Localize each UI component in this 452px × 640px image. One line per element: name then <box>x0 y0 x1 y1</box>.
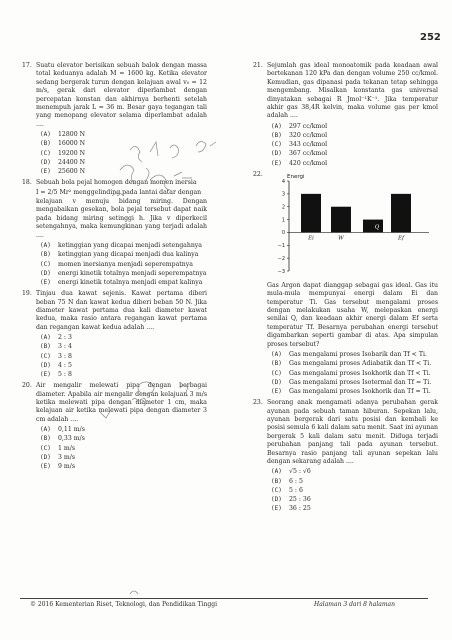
option-d[interactable]: (D) 4 : 5 <box>40 361 72 369</box>
option-b[interactable]: (B) 16000 N <box>40 140 86 148</box>
question-text: Gas Argon dapat dianggap sebagai gas ideal. Gas itu mula-mula mempunyai energi dalam Ei dan temperatur Ti. Gas tersebut mengalami proses dengan melakukan usaha W, melepaskan energi senilai Q, dan keadaan akhir energi dalam Ef serta temperatur Tf. Besarnya perubahan energi tersebut digambarkan seperti gambar di atas. Apa simpulan proses tersebut? <box>267 281 438 348</box>
question-23 <box>253 399 438 513</box>
question-number: 18. <box>22 179 32 187</box>
question-number: 22. <box>253 170 263 178</box>
right-column <box>253 62 438 516</box>
option-a[interactable]: (A) √5 : √6 <box>271 468 311 476</box>
option-e[interactable]: (E) 25600 N <box>40 168 86 176</box>
option-a[interactable]: (A) ketinggian yang dicapai menjadi setengahnya <box>40 242 202 250</box>
question-text-continued: kelajuan v menuju bidang miring. Dengan mengabaikan gesekan, bola pejal tersebut dapat naik pada bidang miring setinggi h. Jika v diperkecil setengahnya, maka kemungkinan yang terjadi adalah .... <box>36 198 207 239</box>
option-c[interactable]: (C) 3 : 8 <box>40 352 72 360</box>
option-e[interactable]: (E) Gas mengalami proses Isokhorik dan Tf = Ti. <box>271 387 431 395</box>
option-c[interactable]: (C) 343 cc/kmol <box>271 141 328 149</box>
energy-chart-svg <box>267 171 437 279</box>
option-b[interactable]: (B) 6 : 5 <box>271 477 303 485</box>
bar-label-ef: Ef <box>397 235 405 242</box>
question-text: Sebuah bola pejal homogen dengan momen inersia <box>36 179 197 187</box>
inertia-formula: I = 2/5 Mr² menggelinding pada lantai datar dengan <box>36 188 202 196</box>
option-c[interactable]: (C) 1 m/s <box>40 444 76 452</box>
question-text: Air mengalir melewati pipa dengan berbagai diameter. Apabila air mengalir dengan kelajuan 3 m/s ketika melewati pipa dengan diameter 1 cm, maka kelajuan air ketika melewati pipa dengan diameter 3 cm adalah .... <box>36 382 207 423</box>
question-17 <box>22 62 207 176</box>
question-18 <box>22 179 207 287</box>
option-b[interactable]: (B) 0,33 m/s <box>40 435 85 443</box>
y-tick-label: 3 <box>281 191 285 198</box>
option-b[interactable]: (B) Gas mengalami proses Adiabatik dan Tf < Ti. <box>271 360 432 368</box>
y-tick-label: 2 <box>281 204 285 211</box>
bar-ef <box>391 194 411 233</box>
question-number: 17. <box>22 62 32 69</box>
footer-copyright: © 2016 Kementerian Riset, Teknologi, dan Pendidikan Tinggi <box>30 601 218 608</box>
y-tick-label: −1 <box>277 242 285 249</box>
option-a[interactable]: (A) 297 cc/kmol <box>271 122 328 130</box>
option-a[interactable]: (A) Gas mengalami proses Isobarik dan Tf < Ti. <box>271 351 427 359</box>
question-text: Seorang anak mengamati adanya perubahan gerak ayunan pada sebuah taman hiburan. Sepekan lalu, ayunan bergerak dari satu posisi dan kembali ke posisi semula 6 kali dalam satu menit. Saat ini ayunan bergerak 5 kali dalam satu menit. Diduga terjadi perubahan panjang tali pada ayunan tersebut. Besarnya rasio panjang tali ayunan sepekan lalu dengan sekarang adalah .... <box>267 399 438 465</box>
left-column <box>22 62 207 474</box>
question-22 <box>253 171 438 396</box>
y-tick-label: 4 <box>281 178 285 185</box>
option-e[interactable]: (E) energi kinetik totalnya menjadi empat kalinya <box>40 278 203 286</box>
y-tick-label: 0 <box>281 230 285 237</box>
y-tick-label: 1 <box>281 217 285 224</box>
option-a[interactable]: (A) 12800 N <box>40 131 86 139</box>
option-b[interactable]: (B) 320 cc/kmol <box>271 132 328 140</box>
question-text: Suatu elevator berisikan sebuah balok dengan massa total keduanya adalah M = 1600 kg. Ketika elevator sedang bergerak turun dengan kelajuan awal v₀ = 12 m/s, gerak dari elevator diperlambat dengan percepatan konstan dan akhirnya berhenti setelah menempuh jarak L = 36 m. Besar gaya tegangan tali yang menopang elevator selama diperlambat adalah .... <box>36 62 207 128</box>
y-tick-label: −3 <box>277 268 285 275</box>
page-number: 252 <box>420 32 441 43</box>
footer-divider <box>20 598 428 599</box>
question-text: Tinjau dua kawat sejenis. Kawat pertama diberi beban 75 N dan kawat kedua diberi beban 50 N. Jika diameter kawat pertama dua kali diameter kawat kedua, maka rasio antara regangan kawat pertama dan regangan kawat kedua adalah .... <box>36 290 207 331</box>
bar-label-ei: Ei <box>308 235 314 242</box>
question-20 <box>22 382 207 471</box>
option-e[interactable]: (E) 5 : 8 <box>40 370 72 378</box>
option-d[interactable]: (D) 25 : 36 <box>271 495 311 503</box>
option-d[interactable]: (D) energi kinetik totalnya menjadi seperempatnya <box>40 269 207 277</box>
option-e[interactable]: (E) 420 cc/kmol <box>271 159 328 167</box>
y-axis-label: Energi <box>287 173 305 180</box>
question-number: 19. <box>22 290 32 298</box>
option-a[interactable]: (A) 0,11 m/s <box>40 426 85 434</box>
question-number: 23. <box>253 399 263 407</box>
option-c[interactable]: (C) momen inersianya menjadi seperempatnya <box>40 260 193 268</box>
question-number: 21. <box>253 62 263 69</box>
option-d[interactable]: (D) Gas mengalami proses Isotermal dan Tf = Ti. <box>271 378 432 386</box>
bar-ei <box>301 194 321 233</box>
option-b[interactable]: (B) 3 : 4 <box>40 343 72 351</box>
option-e[interactable]: (E) 9 m/s <box>40 463 76 471</box>
option-a[interactable]: (A) 2 : 3 <box>40 334 72 342</box>
bar-w <box>331 207 351 233</box>
option-c[interactable]: (C) 5 : 6 <box>271 486 303 494</box>
option-e[interactable]: (E) 36 : 25 <box>271 505 311 513</box>
question-number: 20. <box>22 382 32 390</box>
option-b[interactable]: (B) ketinggian yang dicapai menjadi dua kalinya <box>40 251 199 259</box>
bar-q <box>363 219 383 232</box>
option-d[interactable]: (D) 3 m/s <box>40 453 76 461</box>
question-21 <box>253 62 438 168</box>
question-19 <box>22 290 207 379</box>
bar-label-w: W <box>338 235 344 242</box>
option-d[interactable]: (D) 367 cc/kmol <box>271 150 328 158</box>
option-c[interactable]: (C) Gas mengalami proses Isokhorik dan Tf < Ti. <box>271 369 431 377</box>
option-c[interactable]: (C) 19200 N <box>40 149 86 157</box>
footer-page-info: Halaman 3 dari 8 halaman <box>314 601 395 608</box>
option-d[interactable]: (D) 24400 N <box>40 158 86 166</box>
question-text: Sejumlah gas ideal monoatomik pada keadaan awal bertekanan 120 kPa dan dengan volume 250 cc/kmol. Kemudian, gas dipanasi pada tekanan tetap sehingga mengembang. Misalkan konstanta gas universal dinyatakan sebagai R Jmol⁻¹K⁻¹. Jika temperatur akhir gas 38,4R kelvin, maka volume gas per kmol adalah .... <box>267 62 438 120</box>
energy-bar-chart <box>267 171 438 279</box>
bar-label-q: Q <box>374 224 380 231</box>
y-tick-label: −2 <box>277 255 285 262</box>
